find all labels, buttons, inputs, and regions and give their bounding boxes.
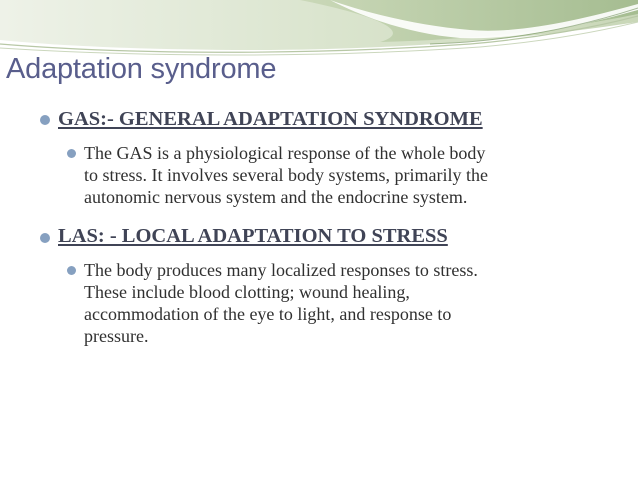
body-line: autonomic nervous system and the endocrine system. [84, 187, 468, 207]
slide-title: Adaptation syndrome [6, 53, 277, 85]
section-body-las [84, 259, 624, 347]
body-line: pressure. [84, 326, 149, 346]
bullet-icon [40, 233, 50, 243]
body-line: These include blood clotting; wound healing, [84, 282, 410, 302]
section-heading-las: LAS: - LOCAL ADAPTATION TO STRESS [58, 225, 448, 247]
body-line: to stress. It involves several body systems, primarily the [84, 165, 488, 185]
body-line: The body produces many localized responses to stress. [84, 260, 478, 280]
section-body-gas [84, 142, 624, 208]
section-heading-gas: GAS:- GENERAL ADAPTATION SYNDROME [58, 108, 483, 130]
body-line: accommodation of the eye to light, and response to [84, 304, 452, 324]
bullet-icon [67, 266, 76, 275]
bullet-icon [67, 149, 76, 158]
bullet-icon [40, 115, 50, 125]
body-line: The GAS is a physiological response of the whole body [84, 143, 486, 163]
